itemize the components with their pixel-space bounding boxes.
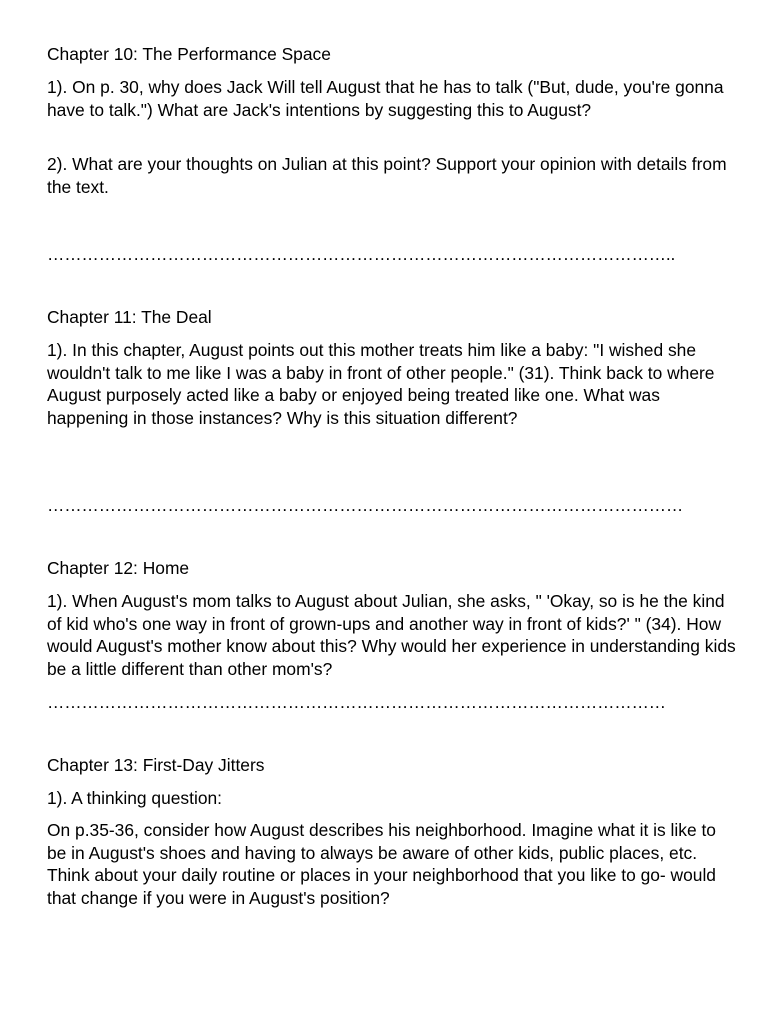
chapter-11-question-1: 1). In this chapter, August points out this mother treats him like a baby: "I wished she wouldn't talk to me like I was a baby in front of other people." (31). Think back to where August purposely acted like a baby or enjoyed being treated like one. What was happening in those instances? Why is this situation different? [47,340,715,428]
chapter-12-heading: Chapter 12: Home [47,558,190,578]
chapter-10-question-2: 2). What are your thoughts on Julian at this point? Support your opinion with details from the text. [47,154,727,197]
chapter-13-question-1: 1). A thinking question: [47,788,222,808]
chapter-12-divider: ……………………………………………………………………………………………… [47,692,666,712]
chapter-10-divider: ……………………………………………………………………………………………….. [47,244,676,264]
chapter-10-heading: Chapter 10: The Performance Space [47,44,331,64]
chapter-13-heading: Chapter 13: First-Day Jitters [47,755,265,775]
chapter-12-question-1: 1). When August's mom talks to August about Julian, she asks, " 'Okay, so is he the kind of kid who's one way in front of grown-ups and another way in front of kids?' " (34). How would August's mother know about this? Why would her experience in understanding kids be a little different than other mom's? [47,591,736,679]
chapter-11-divider: ………………………………………………………………………………………………… [47,495,684,515]
chapter-10-question-1: 1). On p. 30, why does Jack Will tell August that he has to talk ("But, dude, you're gonna have to talk.") What are Jack's intentions by suggesting this to August? [47,77,724,120]
chapter-11-heading: Chapter 11: The Deal [47,307,212,327]
chapter-13-question-body: On p.35-36, consider how August describes his neighborhood. Imagine what it is like to be in August's shoes and having to always be aware of other kids, public places, etc. Think about your daily routine or places in your neighborhood that you like to go- would that change if you were in August's position? [47,820,716,908]
